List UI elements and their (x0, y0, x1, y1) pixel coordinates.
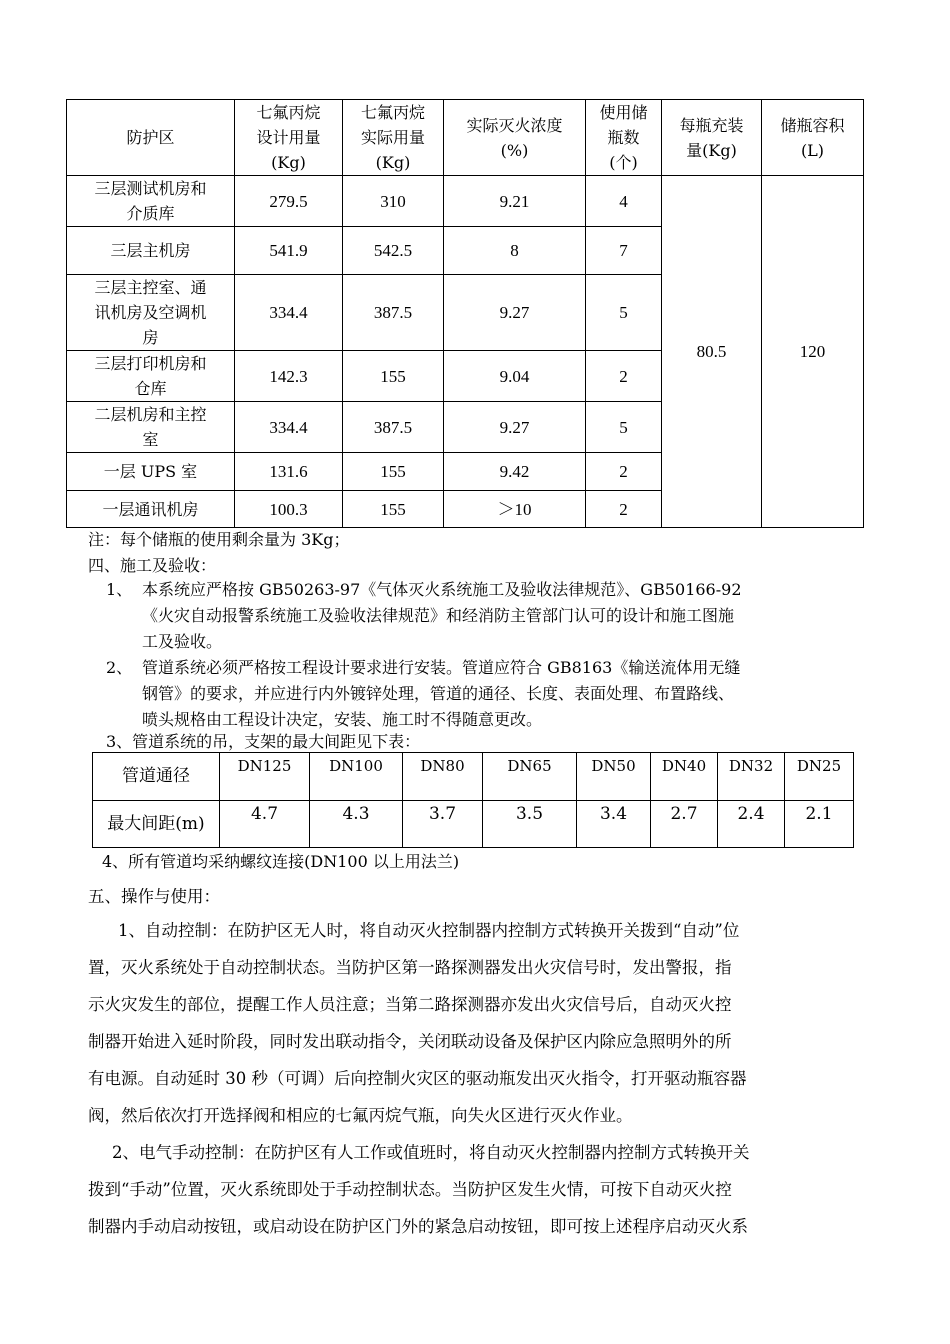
concentration-cell: 9.42 (444, 453, 586, 491)
header-cell: 七氟丙烷 实际用量 (Kg) (343, 100, 444, 176)
pipe-spacing-table (92, 752, 854, 848)
design-cell: 131.6 (235, 453, 343, 491)
paragraph-line: 置，灭火系统处于自动控制状态。当防护区第一路探测器发出火灾信号时，发出警报，指 (88, 958, 732, 977)
bottles-cell: 2 (586, 491, 662, 528)
header-cell: 实际灭火浓度 (%) (444, 100, 586, 176)
item-line: 喷头规格由工程设计决定，安装、施工时不得随意更改。 (142, 710, 543, 729)
spacing-cell: 4.7 (220, 801, 310, 848)
bottle-volume-cell: 120 (762, 176, 864, 528)
header-cell: 每瓶充装 量(Kg) (662, 100, 762, 176)
spacing-cell: 4.3 (310, 801, 403, 848)
actual-cell: 310 (343, 176, 444, 227)
paragraph-line: 示火灾发生的部位，提醒工作人员注意；当第二路探测器亦发出火灾信号后，自动灭火控 (88, 995, 732, 1014)
concentration-cell: 9.21 (444, 176, 586, 227)
paragraph-line: 制器开始进入延时阶段，同时发出联动指令，关闭联动设备及保护区内除应急照明外的所 (88, 1032, 732, 1051)
design-cell: 279.5 (235, 176, 343, 227)
diameter-cell: DN32 (718, 753, 785, 801)
spacing-row (93, 801, 854, 848)
item-line: 管道系统必须严格按工程设计要求进行安装。管道应符合 GB8163《输送流体用无缝 (142, 658, 741, 677)
paragraph-line: 有电源。自动延时 30 秒（可调）后向控制火灾区的驱动瓶发出灭火指令，打开驱动瓶容器 (88, 1069, 747, 1088)
concentration-cell: 8 (444, 227, 586, 275)
header-cell: 七氟丙烷 设计用量 (Kg) (235, 100, 343, 176)
spacing-cell: 3.7 (403, 801, 483, 848)
section-4-title: 四、施工及验收： (88, 556, 217, 575)
actual-cell: 542.5 (343, 227, 444, 275)
item-line: 本系统应严格按 GB50263-97《气体灭火系统施工及验收法律规范》、GB50166-92 (142, 580, 742, 599)
area-cell: 三层打印机房和 仓库 (67, 351, 235, 402)
diameter-cell: DN25 (785, 753, 854, 801)
design-cell: 334.4 (235, 402, 343, 453)
area-cell: 三层主机房 (67, 227, 235, 275)
table-row (67, 176, 864, 227)
item-3: 3、管道系统的吊，支架的最大间距见下表： (106, 732, 421, 751)
spacing-cell: 3.5 (483, 801, 577, 848)
item-line: 钢管》的要求，并应进行内外镀锌处理，管道的通径、长度、表面处理、布置路线、 (142, 684, 735, 703)
spacing-cell: 3.4 (577, 801, 651, 848)
item-number: 1、 (106, 580, 133, 599)
diameter-cell: DN80 (403, 753, 483, 801)
agent-usage-table (66, 99, 864, 528)
actual-cell: 155 (343, 491, 444, 528)
bottles-cell: 2 (586, 351, 662, 402)
diameter-cell: DN100 (310, 753, 403, 801)
concentration-cell: 9.27 (444, 402, 586, 453)
bottles-cell: 5 (586, 275, 662, 351)
header-cell: 使用储 瓶数 (个) (586, 100, 662, 176)
item-4: 4、所有管道均采纳螺纹连接(DN100 以上用法兰) (102, 852, 460, 871)
area-cell: 一层通讯机房 (67, 491, 235, 528)
table-header-row (67, 100, 864, 176)
area-cell: 二层机房和主控 室 (67, 402, 235, 453)
design-cell: 334.4 (235, 275, 343, 351)
actual-cell: 387.5 (343, 402, 444, 453)
diameter-cell: DN65 (483, 753, 577, 801)
table-note: 注：每个储瓶的使用剩余量为 3Kg； (88, 530, 350, 549)
item-line: 《火灾自动报警系统施工及验收法律规范》和经消防主管部门认可的设计和施工图施 (142, 606, 735, 625)
concentration-cell: 9.27 (444, 275, 586, 351)
fill-per-bottle-cell: 80.5 (662, 176, 762, 528)
section-5-title: 五、操作与使用： (88, 887, 220, 906)
design-cell: 100.3 (235, 491, 343, 528)
paragraph-line: 制器内手动启动按钮，或启动设在防护区门外的紧急启动按钮，即可按上述程序启动灭火系 (88, 1217, 748, 1236)
concentration-cell: 9.04 (444, 351, 586, 402)
header-cell: 防护区 (67, 100, 235, 176)
item-line: 工及验收。 (142, 632, 223, 651)
paragraph-line: 2、电气手动控制：在防护区有人工作或值班时，将自动灭火控制器内控制方式转换开关 (112, 1143, 750, 1162)
spacing-cell: 2.7 (651, 801, 718, 848)
spacing-cell: 2.1 (785, 801, 854, 848)
diameter-cell: DN50 (577, 753, 651, 801)
diameter-row (93, 753, 854, 801)
area-cell: 一层 UPS 室 (67, 453, 235, 491)
spacing-cell: 2.4 (718, 801, 785, 848)
actual-cell: 387.5 (343, 275, 444, 351)
area-cell: 三层主控室、通 讯机房及空调机 房 (67, 275, 235, 351)
paragraph-line: 阀，然后依次打开选择阀和相应的七氟丙烷气瓶，向失火区进行灭火作业。 (88, 1106, 633, 1125)
design-cell: 142.3 (235, 351, 343, 402)
paragraph-line: 拨到“手动”位置，灭火系统即处于手动控制状态。当防护区发生火情，可按下自动灭火控 (88, 1180, 732, 1199)
header-cell: 储瓶容积 (L) (762, 100, 864, 176)
actual-cell: 155 (343, 453, 444, 491)
item-number: 2、 (106, 658, 133, 677)
bottles-cell: 2 (586, 453, 662, 491)
concentration-cell: ＞10 (444, 491, 586, 528)
actual-cell: 155 (343, 351, 444, 402)
paragraph-line: 1、自动控制：在防护区无人时，将自动灭火控制器内控制方式转换开关拨到“自动”位 (118, 921, 740, 940)
bottles-cell: 5 (586, 402, 662, 453)
diameter-label: 管道通径 (93, 753, 220, 801)
area-cell: 三层测试机房和 介质库 (67, 176, 235, 227)
bottles-cell: 4 (586, 176, 662, 227)
spacing-label: 最大间距(m) (93, 801, 220, 848)
bottles-cell: 7 (586, 227, 662, 275)
diameter-cell: DN40 (651, 753, 718, 801)
design-cell: 541.9 (235, 227, 343, 275)
diameter-cell: DN125 (220, 753, 310, 801)
